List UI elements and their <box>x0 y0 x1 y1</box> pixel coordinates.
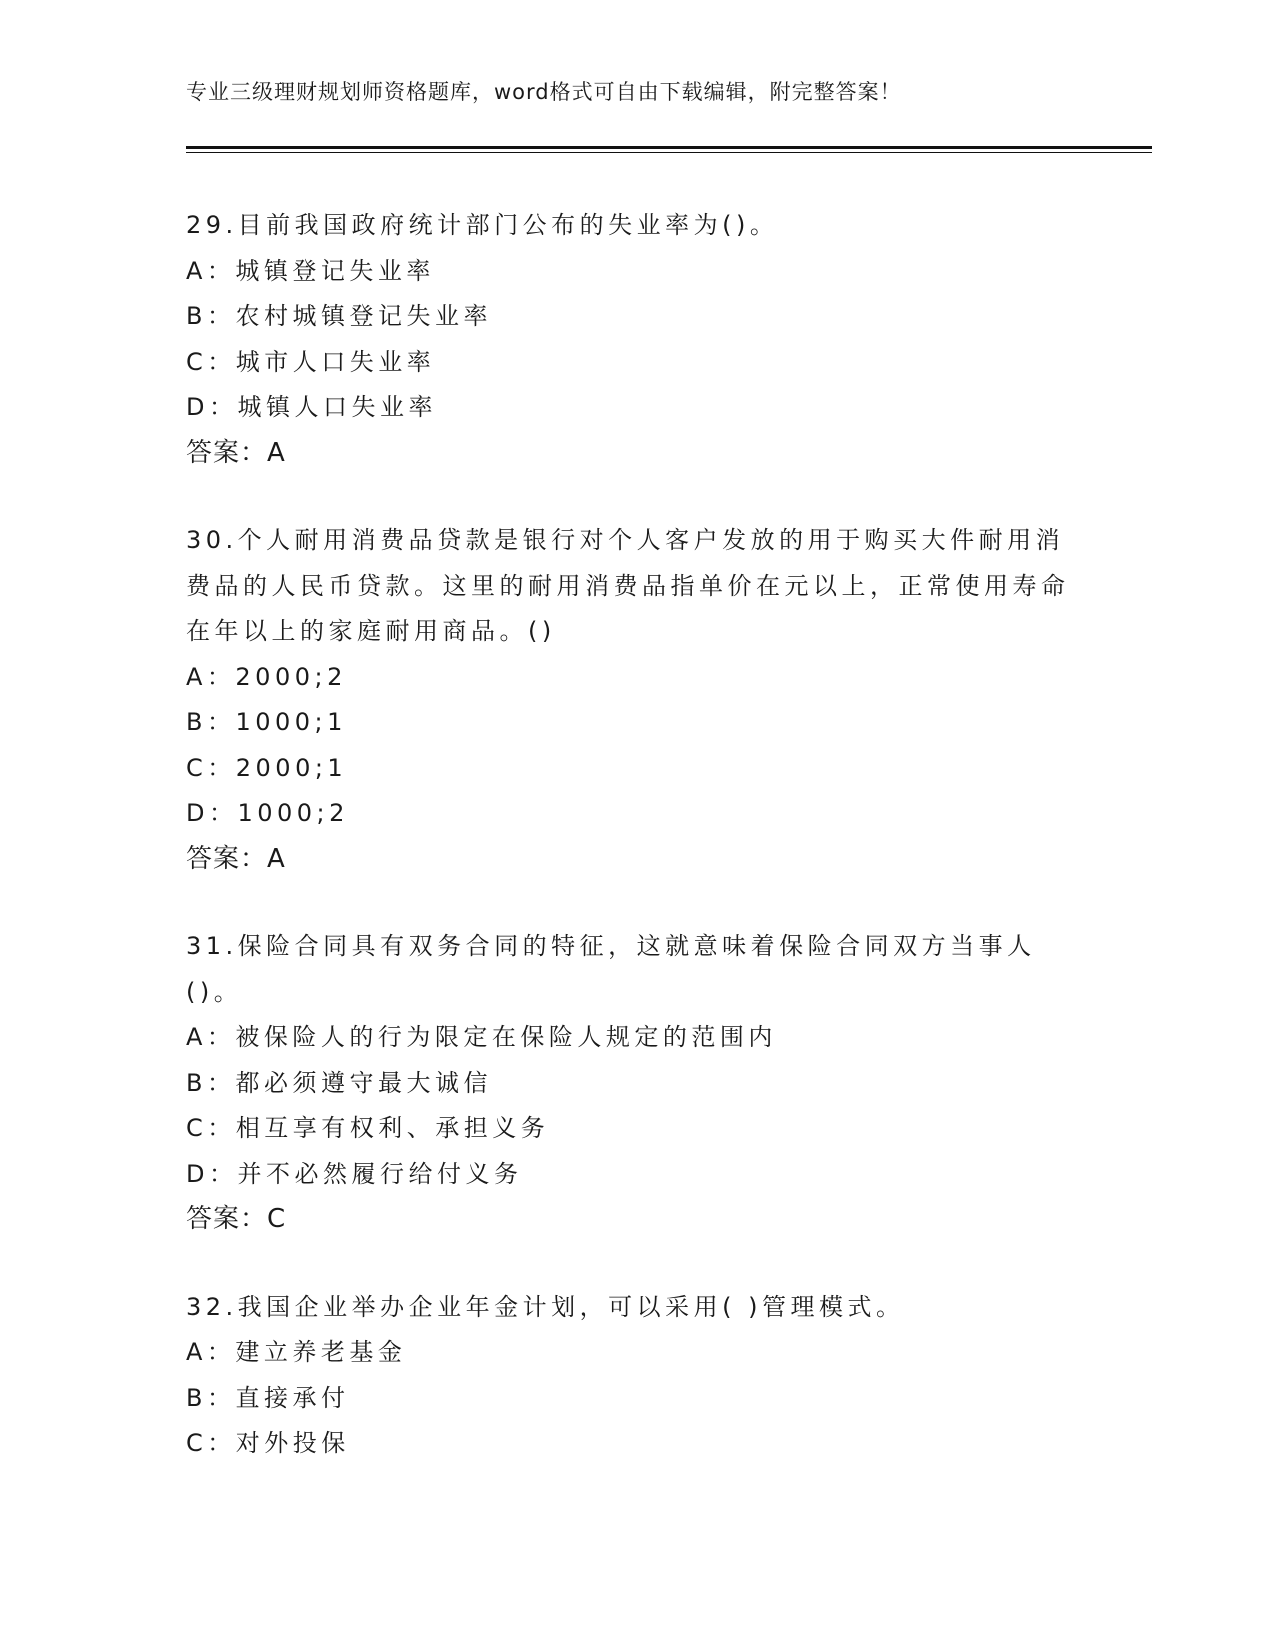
answer-line: 答案：A <box>186 437 286 468</box>
option-a: A：城镇登记失业率 <box>186 256 435 285</box>
question-32 <box>186 1285 1086 1467</box>
header-divider-thin <box>186 152 1152 153</box>
question-31 <box>186 924 1086 1243</box>
option-a: A：被保险人的行为限定在保险人规定的范围内 <box>186 1023 777 1051</box>
question-stem: 31.保险合同具有双务合同的特征，这就意味着保险合同双方当事人()。 <box>186 932 1036 1006</box>
option-b: B：1000;1 <box>186 708 347 736</box>
question-stem: 32.我国企业举办企业年金计划，可以采用( )管理模式。 <box>186 1292 905 1321</box>
option-d: D：并不必然履行给付义务 <box>186 1159 523 1188</box>
header-divider <box>186 146 1152 149</box>
page-header: 专业三级理财规划师资格题库，word格式可自由下载编辑，附完整答案！ <box>186 80 902 104</box>
option-d: D：城镇人口失业率 <box>186 393 437 421</box>
question-stem: 30.个人耐用消费品贷款是银行对个人客户发放的用于购买大件耐用消费品的人民币贷款。这里的耐用消费品指单价在元以上，正常使用寿命在年以上的家庭耐用商品。() <box>186 526 1070 645</box>
option-b: B：直接承付 <box>186 1383 350 1412</box>
option-c: C：城市人口失业率 <box>186 347 436 376</box>
option-a: A：建立养老基金 <box>186 1338 407 1366</box>
option-c: C：对外投保 <box>186 1429 350 1457</box>
question-30 <box>186 518 1086 882</box>
question-29 <box>186 203 1086 476</box>
option-d: D：1000;2 <box>186 799 349 827</box>
option-b: B：农村城镇登记失业率 <box>186 302 492 330</box>
answer-line: 答案：C <box>186 1204 287 1234</box>
option-b: B：都必须遵守最大诚信 <box>186 1068 492 1097</box>
answer-line: 答案：A <box>186 843 286 874</box>
option-a: A：2000;2 <box>186 662 347 691</box>
option-c: C：相互享有权利、承担义务 <box>186 1114 550 1142</box>
question-list <box>186 203 1086 1509</box>
option-c: C：2000;1 <box>186 753 348 782</box>
question-stem: 29.目前我国政府统计部门公布的失业率为()。 <box>186 211 779 239</box>
